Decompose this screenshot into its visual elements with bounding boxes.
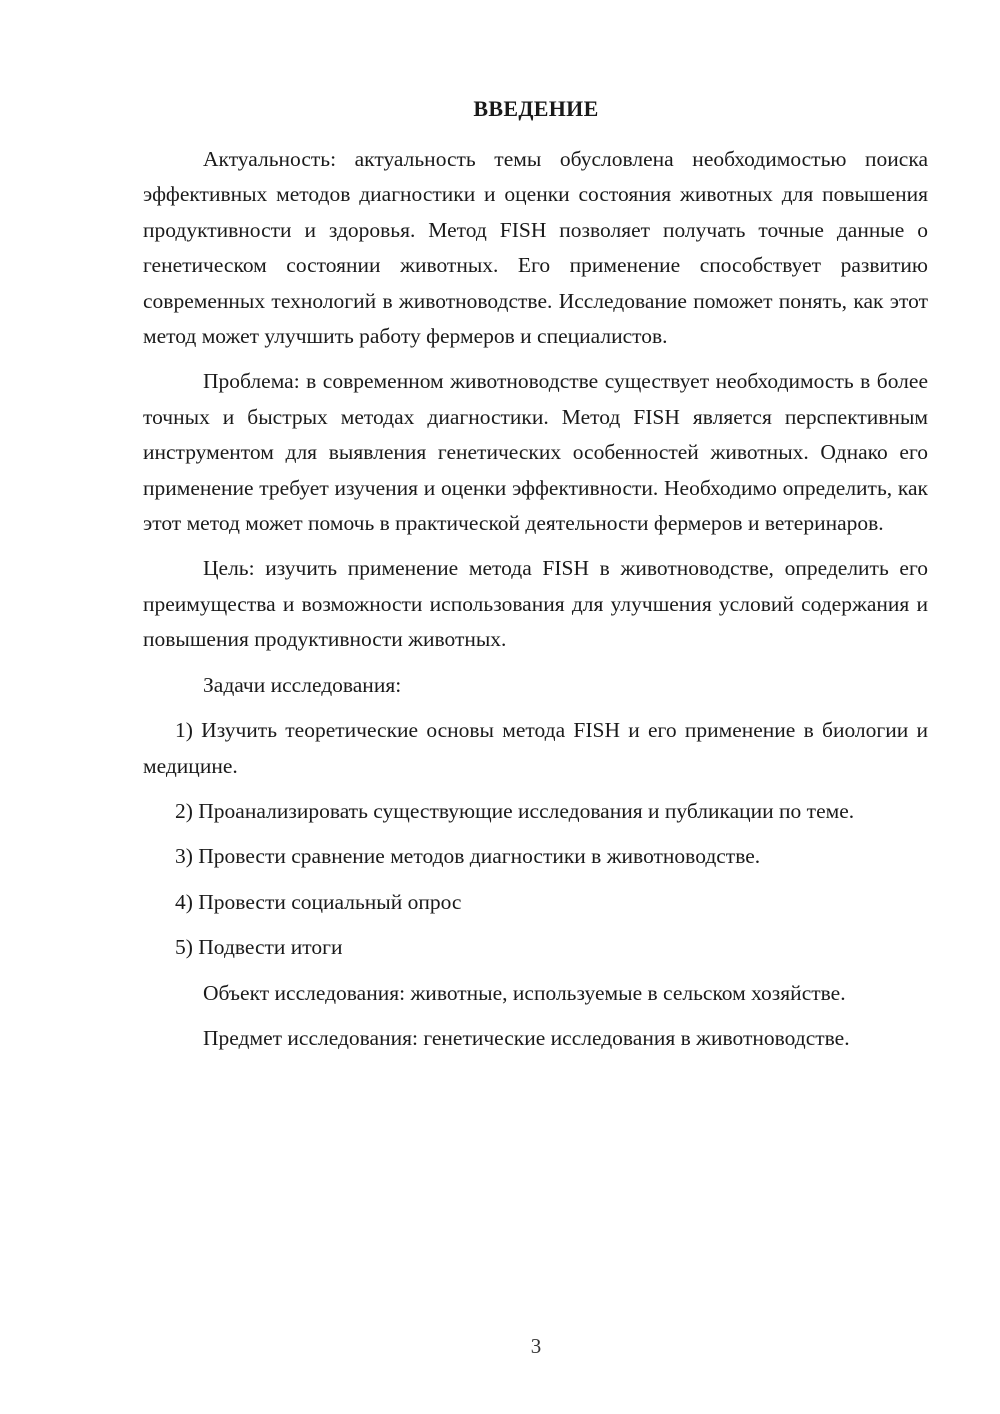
task-item-4: 4) Провести социальный опрос — [175, 889, 462, 914]
task-item-1: 1) Изучить теоретические основы метода FISH и его применение в биологии и медицине. — [143, 718, 928, 778]
page-number: 3 — [530, 1334, 542, 1358]
task-item-5: 5) Подвести итоги — [175, 935, 343, 960]
task-item-2: 2) Проанализировать существующие исследования и публикации по теме. — [175, 798, 855, 823]
section-body — [143, 142, 928, 1066]
task-item-3: 3) Провести сравнение методов диагностики в животноводстве. — [175, 844, 761, 869]
problem-paragraph: Проблема: в современном животноводстве существует необходимость в более точных и быстрых методах диагностики. Метод FISH является перспективным инструментом для выявления генетических особенностей животных. Однако его применение требует изучения и оценки эффективности. Необходимо определить, как этот метод может помочь в практической деятельности фермеров и ветеринаров. — [143, 369, 928, 536]
tasks-heading: Задачи исследования: — [203, 672, 402, 697]
section-title: ВВЕДЕНИЕ — [473, 96, 599, 121]
goal-paragraph: Цель: изучить применение метода FISH в животноводстве, определить его преимущества и возможности использования для улучшения условий содержания и повышения продуктивности животных. — [143, 556, 928, 652]
subject-paragraph: Предмет исследования: генетические исследования в животноводстве. — [203, 1025, 850, 1050]
relevance-paragraph: Актуальность: актуальность темы обусловлена необходимостью поиска эффективных методов диагностики и оценки состояния животных для повышения продуктивности и здоровья. Метод FISH позволяет получать точные данные о генетическом состоянии животных. Его применение способствует развитию современных технологий в животноводстве. Исследование поможет понять, как этот метод может улучшить работу фермеров и специалистов. — [143, 147, 928, 349]
object-paragraph: Объект исследования: животные, используемые в сельском хозяйстве. — [203, 980, 846, 1005]
